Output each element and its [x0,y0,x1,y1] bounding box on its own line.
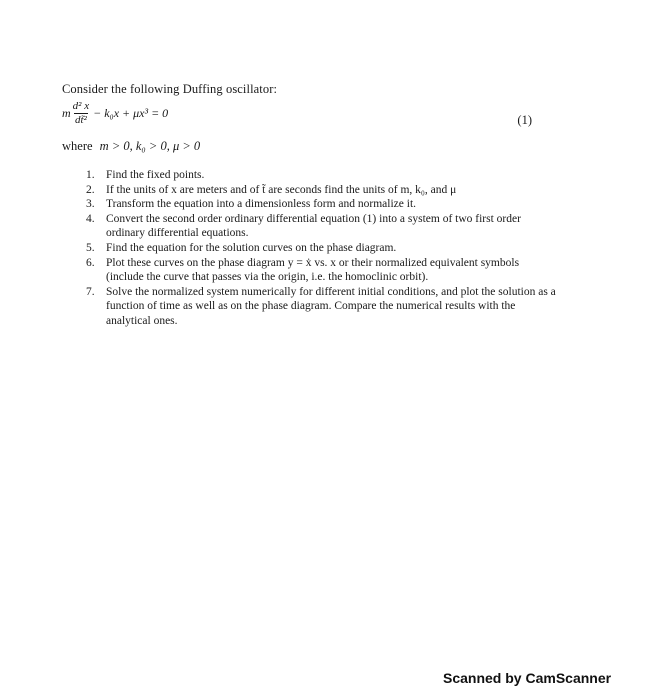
task-item [86,285,556,329]
task-number: 2. [86,183,95,196]
task-item [86,197,556,212]
task-text: Find the equation for the solution curves on the phase diagram. [106,241,397,254]
task-item [86,256,556,285]
task-number: 1. [86,169,95,181]
task-list [86,168,556,329]
task-text: Find the fixed points. [106,169,205,181]
fraction-denominator: dt̃² [74,114,87,126]
task-number: 7. [86,285,95,298]
equation-coefficient: m [62,106,71,120]
derivative-fraction [72,100,90,127]
task-text: Solve the normalized system numerically for different initial conditions, and plot the solution as a function of time as well as on the phase diagram. Compare the numerical results with the analytical ones. [106,285,556,327]
task-number: 5. [86,241,95,254]
fraction-numerator: d² x [72,100,90,112]
task-item [86,241,556,256]
task-text: Plot these curves on the phase diagram y = ẋ vs. x or their normalized equivalent symbols (include the curve that passes via the origin, i.e. the homoclinic orbit). [106,256,520,284]
intro-text: Consider the following Duffing oscillator: [62,82,278,96]
equation-number: (1) [517,113,532,127]
task-item [86,168,556,183]
task-item [86,212,556,241]
equation-remainder: − k₀x + μx³ = 0 [93,106,169,120]
equation-row [62,100,532,140]
camscanner-watermark: Scanned by CamScanner [443,670,612,686]
duffing-equation [62,100,168,127]
task-text: Transform the equation into a dimensionless form and normalize it. [106,198,417,211]
task-number: 4. [86,212,95,225]
where-label: where [62,139,93,153]
where-conditions: m > 0, k₀ > 0, μ > 0 [99,139,201,153]
task-item [86,183,556,198]
task-number: 3. [86,198,95,211]
task-text: Convert the second order ordinary differential equation (1) into a system of two first order ordinary differential equations. [106,212,521,240]
task-text: If the units of x are meters and of t̃ are seconds find the units of m, k₀, and μ [106,183,457,196]
task-number: 6. [86,256,95,269]
where-line [62,139,200,154]
